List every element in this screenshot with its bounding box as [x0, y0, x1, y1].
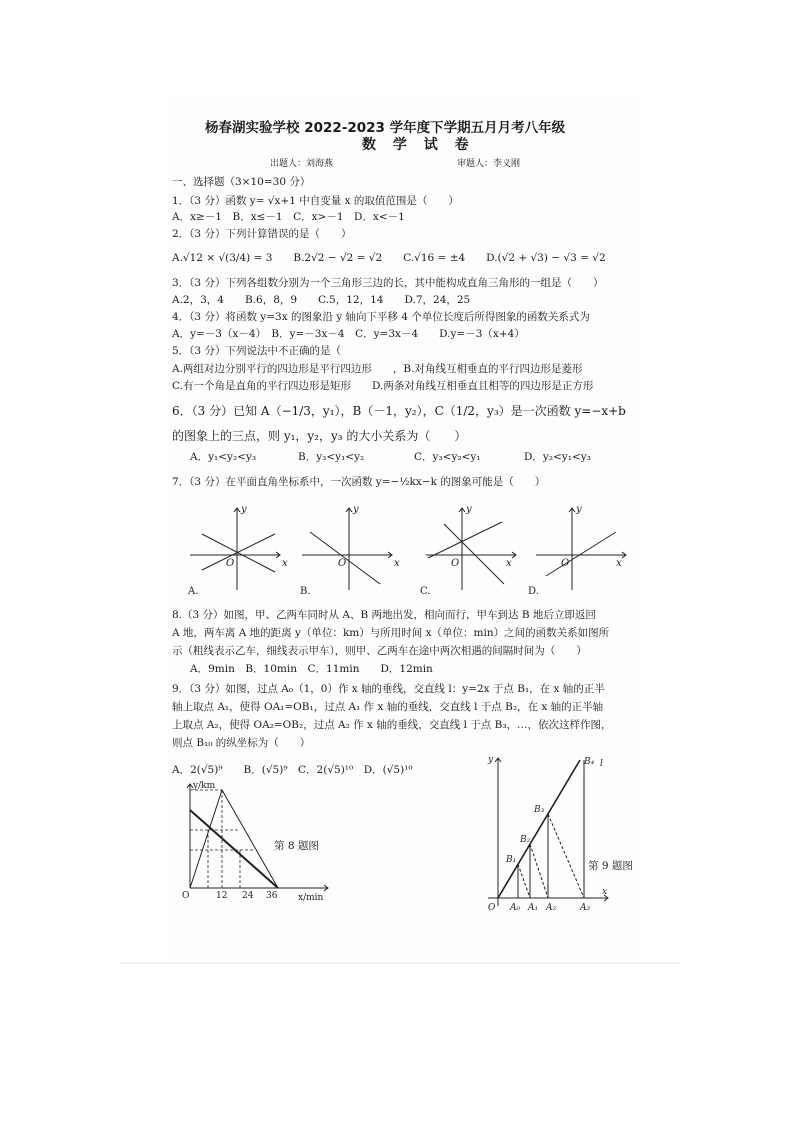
q8-options: A．9min B．10min C．11min D．12min: [190, 663, 433, 675]
q7-a-o: O: [226, 558, 235, 569]
q7-c-y: y: [466, 504, 472, 515]
fig9-a0: A₀: [510, 903, 521, 913]
q5-option-line2: C.有一个角是直角的平行四边形是矩形 D.两条对角线互相垂直且相等的四边形是正方形: [172, 380, 594, 392]
q3-stem: 3．（3 分）下列各组数分别为一个三角形三边的长，其中能构成直角三角形的一组是（ ）: [172, 277, 604, 289]
q9-stem-3: 上取点 A₂，使得 OA₂=OB₂，过点 A₂ 作 x 轴的垂线，交直线 l 于点 B₃，…，依次这样作图，: [172, 719, 612, 731]
fig8-tick-12: 12: [216, 891, 228, 901]
q9-stem-4: 则点 B₁₀ 的纵坐标为（ ）: [172, 737, 311, 749]
q7-graph-b: [302, 508, 392, 590]
q6-option-a: A．y₁<y₂<y₃: [190, 451, 257, 463]
q7-d-o: O: [561, 558, 570, 569]
fig9-b2: B₂: [520, 835, 531, 845]
fig8-caption: 第 8 题图: [274, 840, 319, 852]
q7-label-b: B.: [300, 586, 311, 597]
fig9-a1: A₁: [528, 903, 539, 913]
q7-b-y: y: [353, 504, 359, 515]
q7-graph-a: [190, 508, 280, 590]
fig9-a2: A₂: [546, 903, 557, 913]
q7-label-d: D.: [528, 586, 539, 597]
exam-subtitle: 数 学 试 卷: [362, 137, 475, 153]
section-heading: 一、选择题（3×10=30 分）: [172, 176, 311, 188]
q7-a-y: y: [241, 504, 247, 515]
fig9-a3: A₃: [580, 903, 591, 913]
q7-label-c: C.: [420, 586, 431, 597]
q7-graph-d: [536, 508, 626, 590]
q7-d-y: y: [576, 504, 582, 515]
q7-graph-c: [426, 508, 516, 590]
fig9-b4: B₄: [584, 757, 595, 767]
exam-title: 杨春湖实验学校 2022-2023 学年度下学期五月月考八年级: [205, 120, 566, 136]
q3-options: A.2，3，4 B.6，8，9 C.5，12，14 D.7，24，25: [172, 294, 471, 306]
fig8-ylabel: y/km: [193, 781, 216, 791]
q2-options: A.√12 × √(3/4) = 3 B.2√2 − √2 = √2 C.√16 = ±4 D.(√2 + √3) − √3 = √2: [172, 252, 606, 264]
q1-options: A．x≥－1 B．x≤－1 C．x>－1 D．x<－1: [172, 211, 405, 223]
q8-stem-2: A 地，两车离 A 地的距离 y（单位：km）与所用时间 x（单位：min）之间的函数关系如图所: [172, 627, 610, 639]
fig8-tick-24: 24: [242, 891, 254, 901]
q7-c-o: O: [451, 558, 460, 569]
q6-option-d: D．y₂<y₁<y₃: [524, 451, 591, 463]
fig9-caption: 第 9 题图: [588, 860, 633, 872]
reviewer-label: 审题人：李义刚: [457, 159, 521, 169]
fig9-b3: B₃: [534, 805, 545, 815]
q9-stem-2: 轴上取点 A₁，使得 OA₁=OB₁，过点 A₁ 作 x 轴的垂线，交直线 l 于点 B₂，在 x 轴的正半轴: [172, 701, 604, 713]
q6-option-b: B．y₃<y₁<y₂: [298, 451, 365, 463]
fig8-tick-36: 36: [266, 891, 278, 901]
q8-stem-1: 8.（3 分）如图，甲、乙两车同时从 A、B 两地出发，相向而行，甲车到达 B 地后立即返回: [172, 609, 596, 621]
q7-b-x: x: [394, 558, 400, 569]
q5-stem: 5．（3 分）下列说法中不正确的是（: [172, 345, 341, 357]
q7-c-x: x: [506, 558, 512, 569]
q2-stem: 2．（3 分）下列计算错误的是（ ）: [172, 228, 352, 240]
fig8-xlabel: x/min: [298, 893, 324, 903]
q6-option-c: C．y₃<y₂<y₁: [414, 451, 481, 463]
fig9-graph: [484, 748, 624, 918]
q9-stem-1: 9．（3 分）如图，过点 A₀（1，0）作 x 轴的垂线，交直线 l：y=2x 于点 B₁，在 x 轴的正半: [172, 683, 605, 695]
q4-stem: 4．（3 分）将函数 y=3x 的图象沿 y 轴向下平移 4 个单位长度后所得图象的函数关系式为: [172, 311, 590, 323]
q7-label-a: A.: [188, 586, 199, 597]
q7-graphs: [180, 500, 620, 600]
fig9-axis-y: y: [488, 755, 494, 765]
fig9-origin: O: [488, 903, 496, 913]
fig9-b1: B₁: [506, 855, 517, 865]
q6-stem-2: 的图象上的三点，则 y₁，y₂，y₃ 的大小关系为（ ）: [172, 429, 467, 443]
fig9-axis-x: x: [602, 887, 608, 897]
q5-option-line1: A.两组对边分别平行的四边形是平行四边形 ，B.对角线互相垂直的平行四边形是菱形: [172, 363, 583, 375]
q7-stem: 7．（3 分）在平面直角坐标系中，一次函数 y=−½kx−k 的图象可能是（ ）: [172, 476, 546, 488]
q8-stem-3: 示（粗线表示乙车，细线表示甲车），则甲、乙两车在途中两次相遇的间隔时间为（ ）: [172, 645, 587, 657]
author-label: 出题人：刘海燕: [270, 159, 334, 169]
q1-stem: 1．（3 分）函数 y= √x+1 中自变量 x 的取值范围是（ ）: [172, 195, 459, 207]
paper-edge: [120, 962, 680, 965]
q9-options: A．2(√5)⁹ B．(√5)⁹ C．2(√5)¹⁰ D．(√5)¹⁰: [172, 764, 413, 776]
q7-d-x: x: [616, 558, 622, 569]
fig9-line-l: l: [600, 759, 603, 769]
q7-a-x: x: [282, 558, 288, 569]
q7-b-o: O: [338, 558, 347, 569]
q6-stem: 6．（3 分）已知 A（−1/3，y₁），B（－1，y₂），C（1/2，y₃）是一次函数 y=−x+b: [172, 404, 626, 418]
q4-options: A．y=－3（x－4） B．y=－3x－4 C．y=3x－4 D.y=－3（x+4）: [172, 328, 525, 340]
fig8-origin: O: [182, 891, 190, 901]
